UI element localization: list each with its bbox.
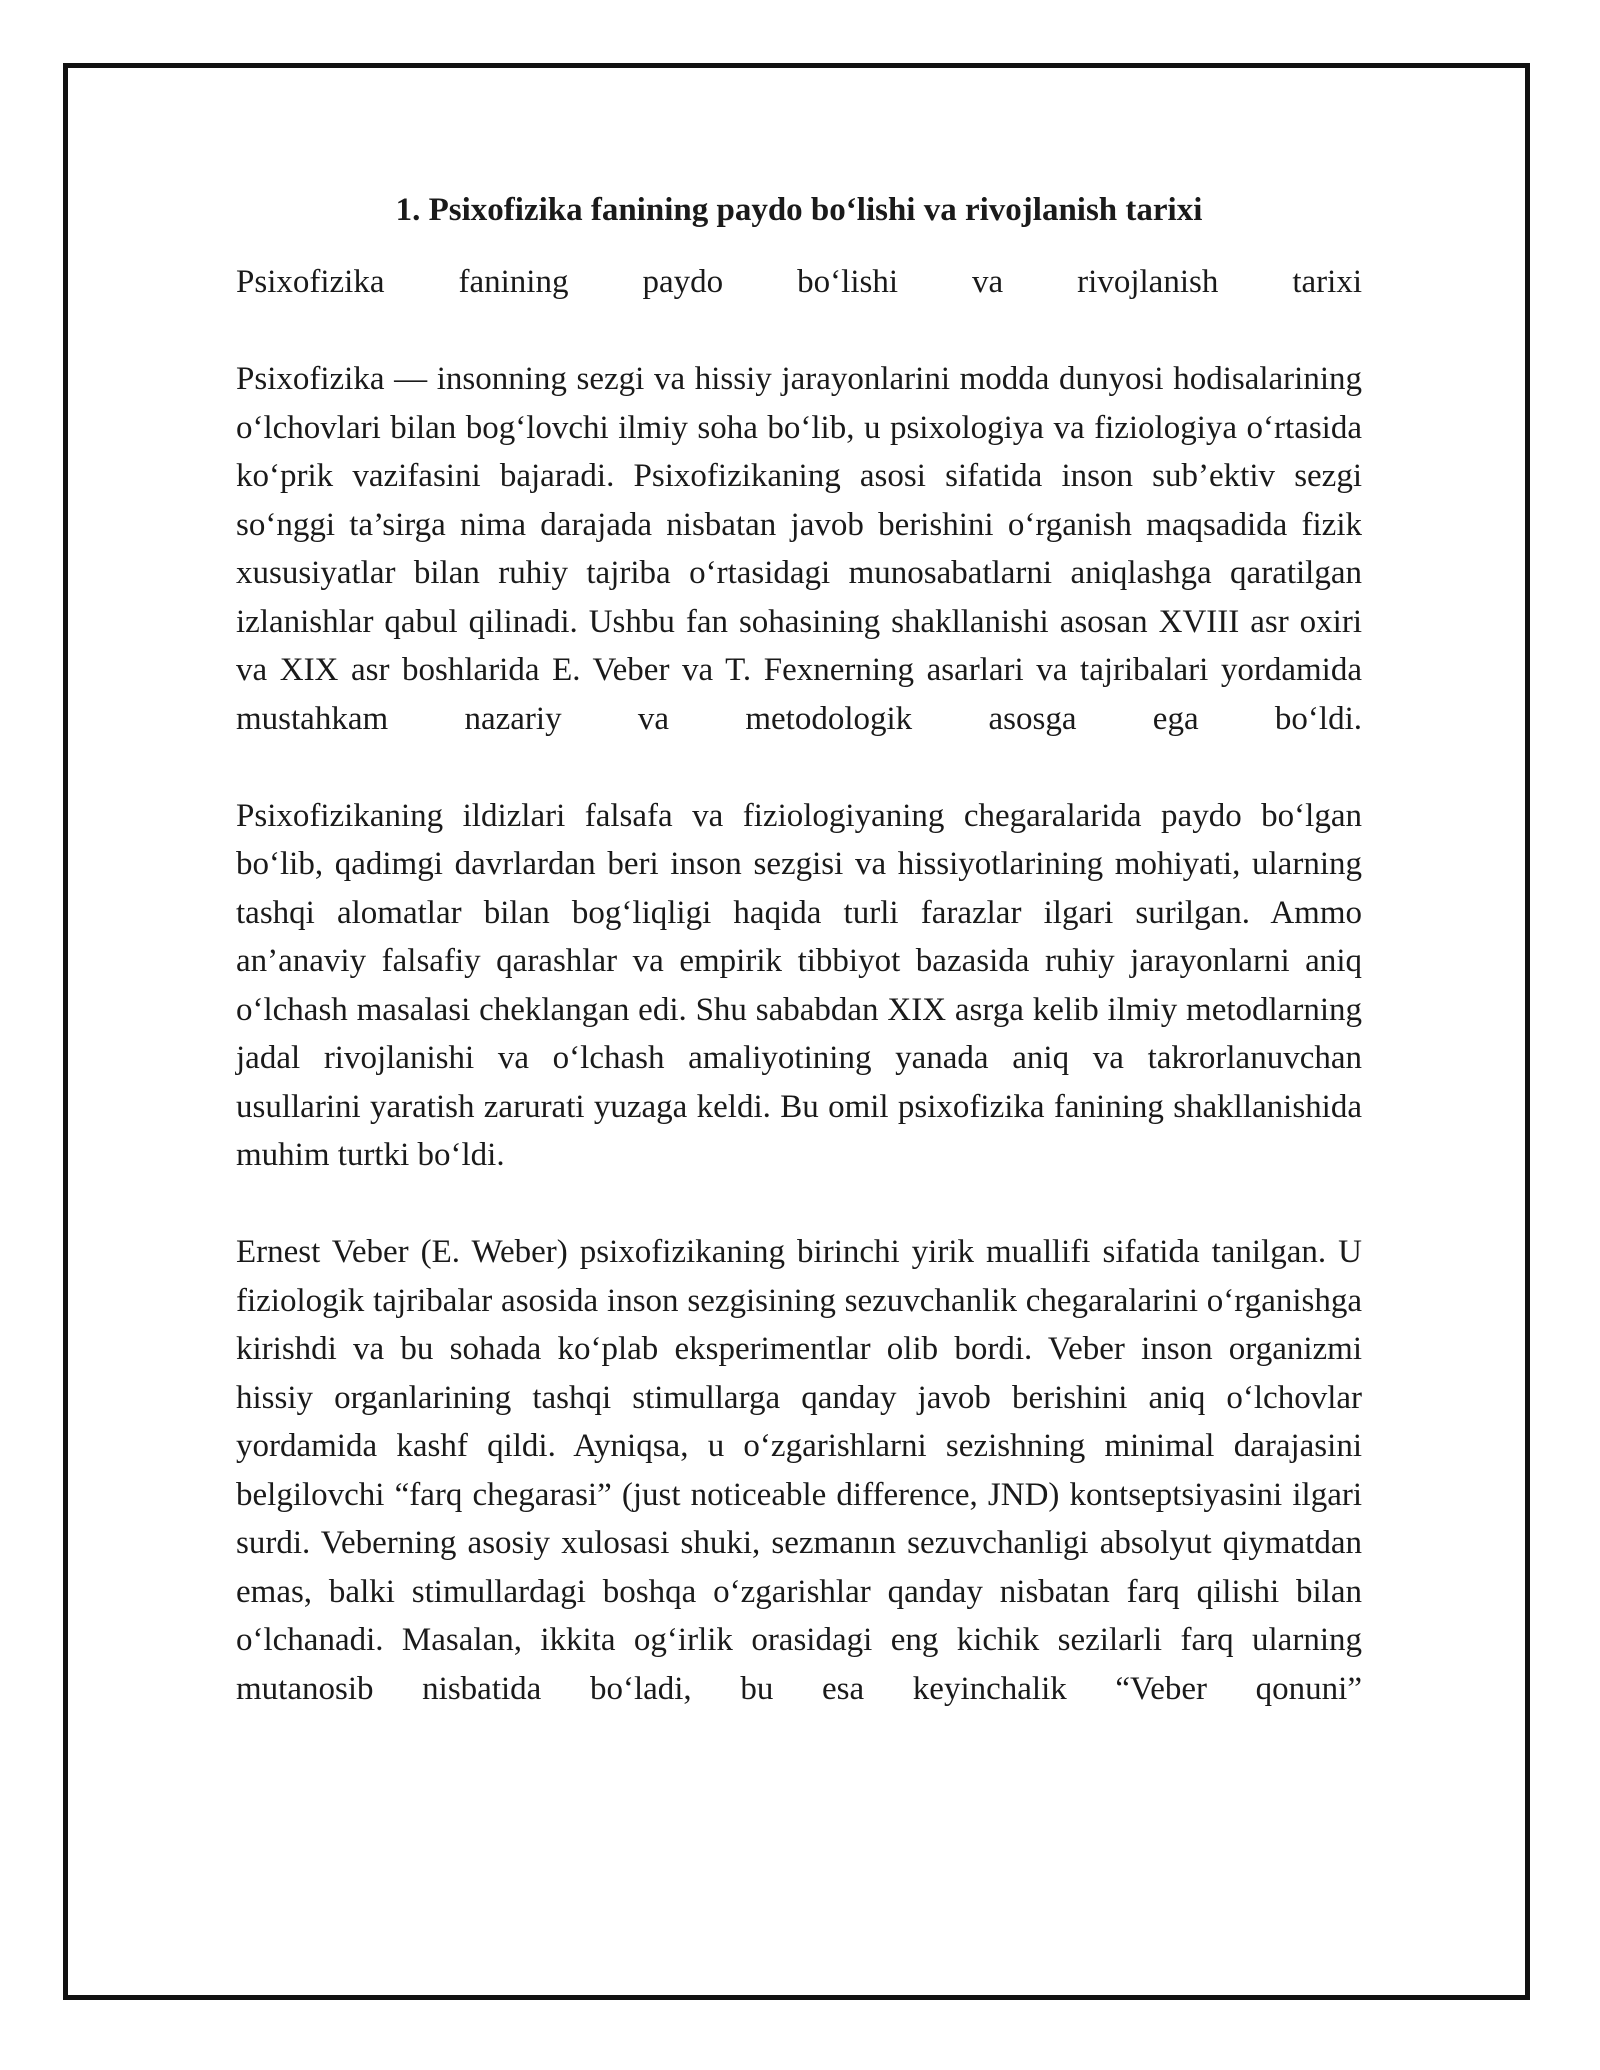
paragraph-3: Ernest Veber (E. Weber) psixofizikaning birinchi yirik muallifi sifatida tanilgan. U fiziologik tajribalar asosida inson sezgisining sezuvchanlik chegaralarini o‘rganishga kirishdi va bu sohada ko‘plab eksperimentlar olib bordi. Veber inson organizmi hissiy organlarining tashqi stimullarga qanday javob berishini aniq o‘lchovlar yordamida kashf qildi. Ayniqsa, u o‘zgarishlarni sezishning minimal darajasini belgilovchi “farq chegarasi” (just noticeable difference, JND) kontseptsiyasini ilgari surdi. Veberning asosiy xulosasi shuki, sezmanın sezuvchanligi absolyut qiymatdan emas, balki stimullardagi boshqa o‘zgarishlar qanday nisbatan farq qilishi bilan o‘lchanadi. Masalan, ikkita og‘irlik orasidagi eng kichik sezilarli farq ularning mutanosib nisbatida bo‘ladi, bu esa keyinchalik “Veber qonuni”: [236, 1234, 1362, 1707]
document-title: 1. Psixofizika fanining paydo bo‘lishi va rivojlanish tarixi: [395, 192, 1203, 228]
document-subtitle: Psixofizika fanining paydo bo‘lishi va rivojlanish tarixi: [236, 264, 1362, 300]
document-body: [236, 186, 1362, 1713]
paragraph-2: Psixofizikaning ildizlari falsafa va fiziologiyaning chegaralarida paydo bo‘lgan bo‘lib, qadimgi davrlardan beri inson sezgisi va hissiyotlarining mohiyati, ularning tashqi alomatlar bilan bog‘liqligi haqida turli farazlar ilgari surilgan. Ammo an’anaviy falsafiy qarashlar va empirik tibbiyot bazasida ruhiy jarayonlarni aniq o‘lchash masalasi cheklangan edi. Shu sababdan XIX asrga kelib ilmiy metodlarning jadal rivojlanishi va o‘lchash amaliyotining yanada aniq va takrorlanuvchan usullarini yaratish zarurati yuzaga keldi. Bu omil psixofizika fanining shakllanishida muhim turtki bo‘ldi.: [236, 797, 1362, 1173]
paragraph-1: Psixofizika — insonning sezgi va hissiy jarayonlarini modda dunyosi hodisalarining o‘lchovlari bilan bog‘lovchi ilmiy soha bo‘lib, u psixologiya va fiziologiya o‘rtasida ko‘prik vazifasini bajaradi. Psixofizikaning asosi sifatida inson sub’ektiv sezgi so‘nggi ta’sirga nima darajada nisbatan javob berishini o‘rganish maqsadida fizik xususiyatlar bilan ruhiy tajriba o‘rtasidagi munosabatlarni aniqlashga qaratilgan izlanishlar qabul qilinadi. Ushbu fan sohasining shakllanishi asosan XVIII asr oxiri va XIX asr boshlarida E. Veber va T. Fexnerning asarlari va tajribalari yordamida mustahkam nazariy va metodologik asosga ega bo‘ldi.: [236, 361, 1362, 737]
